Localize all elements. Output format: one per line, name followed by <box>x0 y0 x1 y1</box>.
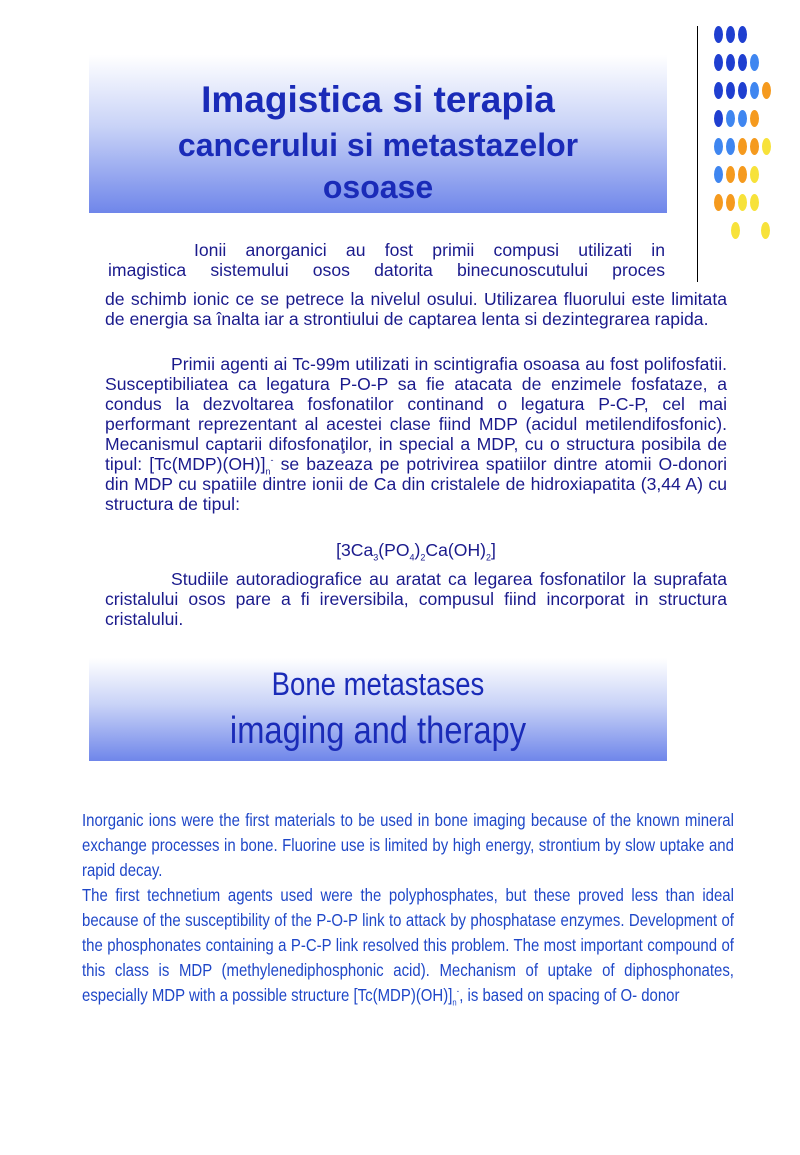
decorative-dot <box>738 194 747 211</box>
en-p2-part2: , is based on spacing of O- donor <box>459 985 680 1005</box>
decorative-dot <box>726 194 735 211</box>
title-ro-line2: cancerului si metastazelor <box>177 127 579 163</box>
formula-sub: 2 <box>420 552 426 563</box>
ro-p1-line2: imagistica sistemului osos datorita binecunoscutului proces <box>108 260 665 280</box>
en-p2-sup: - <box>456 986 460 997</box>
ro-p2-text <box>105 354 727 514</box>
formula-sub: 2 <box>486 552 492 563</box>
decorative-dot <box>714 82 723 99</box>
formula-part: [3Ca <box>336 540 374 560</box>
decorative-dot <box>761 222 770 239</box>
formula-part: Ca(OH) <box>425 540 487 560</box>
formula-part: ] <box>491 540 496 560</box>
formula-sub: 4 <box>409 552 415 563</box>
decorative-dot <box>726 54 735 71</box>
en-paragraph-1: Inorganic ions were the first materials to be used in bone imaging because of the known mineral exchange processes in bone. Fluorine use is limited by high energy, strontium by slow uptake and rapid decay. <box>82 810 734 880</box>
en-paragraph-2 <box>82 883 734 1008</box>
ro-p1-rest: de schimb ionic ce se petrece la nivelul osului. Utilizarea fluorului este limitata de energia sa înalta iar a strontiului de captarea lenta si dezintegrarea rapida. <box>105 289 727 329</box>
divider-line <box>697 26 698 282</box>
ro-paragraph-3 <box>105 569 727 629</box>
decorative-dot <box>738 138 747 155</box>
hydroxyapatite-formula <box>105 540 727 563</box>
decorative-dot <box>738 82 747 99</box>
formula-part: (PO <box>378 540 410 560</box>
formula-sub: 3 <box>373 552 379 563</box>
title-en-line1: Bone metastases <box>271 666 485 702</box>
decorative-dot <box>750 138 759 155</box>
title-banner-ro <box>89 55 667 213</box>
decorative-dot <box>762 82 771 99</box>
ro-paragraph-2 <box>105 354 727 514</box>
decorative-dot <box>738 26 747 43</box>
decorative-dot <box>750 54 759 71</box>
decorative-dot <box>714 166 723 183</box>
title-ro-line1: Imagistica si terapia <box>201 79 555 120</box>
decorative-dot <box>714 194 723 211</box>
ro-p3-text: Studiile autoradiografice au aratat ca legarea fosfonatilor la suprafata cristalului osos pare a fi ireversibila, compusul fiind incorporat in structura cristalului. <box>105 569 727 629</box>
title-en-line2: imaging and therapy <box>229 710 527 752</box>
decorative-dot <box>726 82 735 99</box>
decorative-dot <box>714 54 723 71</box>
decorative-dot <box>726 26 735 43</box>
decorative-dot <box>762 138 771 155</box>
decorative-dot <box>726 166 735 183</box>
decorative-dot <box>731 222 740 239</box>
title-ro-line3: osoase <box>322 169 434 205</box>
en-text-block <box>82 808 734 1008</box>
ro-p2-sup: - <box>270 455 274 466</box>
decorative-dot <box>714 26 723 43</box>
decorative-dot <box>714 138 723 155</box>
decorative-dot <box>750 194 759 211</box>
ro-p1-line1: Ionii anorganici au fost primii compusi utilizati in <box>194 240 665 260</box>
decorative-dot <box>750 110 759 127</box>
decorative-dot <box>750 166 759 183</box>
decorative-dot <box>738 110 747 127</box>
ro-p2-sub: n <box>265 466 271 477</box>
formula-part: ) <box>414 540 421 560</box>
en-p2-sub: n <box>452 997 457 1008</box>
decorative-dot <box>738 166 747 183</box>
ro-p2-part2: se bazeaza pe potrivirea spatiilor dintre atomii O-donori din MDP cu spatiile dintre ionii de Ca din cristalele de hidroxiapatita (3,44 A) cu structura de tipul: <box>105 454 728 514</box>
en-p2-part1: The first technetium agents used were the polyphosphates, but these proved less than ideal because of the susceptibility of the P-O-P link to attack by phosphatase enzymes. Development of the phosphonates containing a P-C-P link resolved this problem. The most important compound of this class is MDP (methylenediphosphonic acid). Mechanism of uptake of diphosphonates, especially MDP with a possible structure [Tc(MDP)(OH)] <box>82 885 734 1005</box>
decorative-dot <box>726 110 735 127</box>
ro-p2-part1: Primii agenti ai Tc-99m utilizati in scintigrafia osoasa au fost polifosfatii. Susceptibiliatea ca legatura P-O-P sa fie atacata de enzimele fosfataze, a condus la dezvoltarea fosfonatilor continand o legatura P-C-P, cel mai performant reprezentant al acestei clase fiind MDP (acidul metilendifosfonic). Mecanismul captarii difosfonaţilor, in special a MDP, cu o structura posibila de tipul: [Tc(MDP)(OH)] <box>105 354 727 474</box>
ro-paragraph-1-intro <box>108 240 665 280</box>
decorative-dot <box>750 82 759 99</box>
title-banner-en <box>89 658 667 761</box>
decorative-dot <box>714 110 723 127</box>
decorative-dot <box>738 54 747 71</box>
decorative-dot <box>726 138 735 155</box>
ro-paragraph-1-rest <box>105 289 727 329</box>
